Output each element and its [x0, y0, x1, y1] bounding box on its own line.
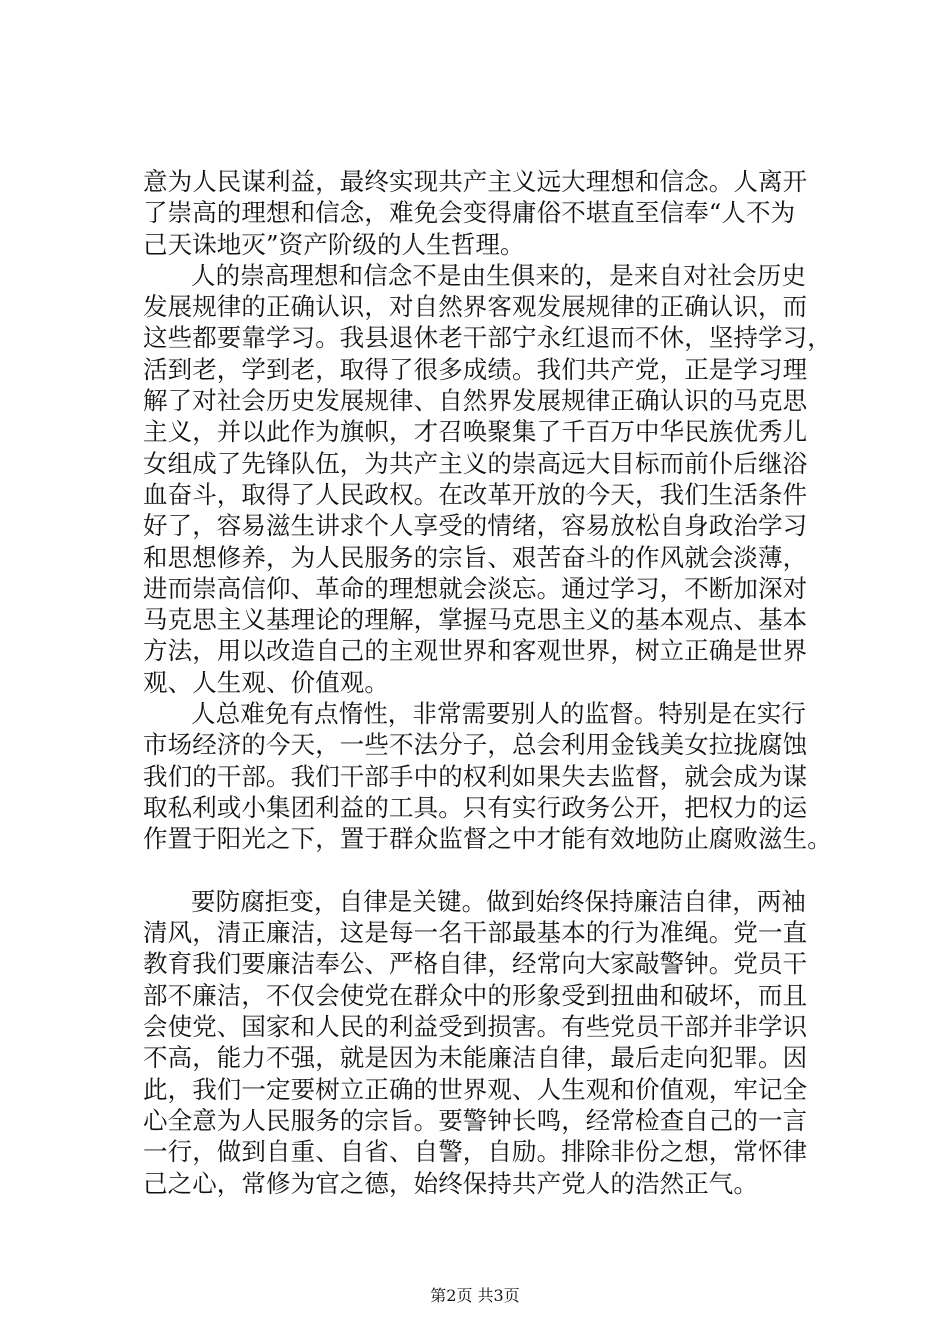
text-line: 血奋斗，取得了人民政权。在改革开放的今天，我们生活条件	[143, 479, 808, 509]
text-line: 己之心，常修为官之德，始终保持共产党人的浩然正气。	[143, 1168, 758, 1198]
text-line: 一行，做到自重、自省、自警，自励。排除非份之想，常怀律	[143, 1137, 808, 1167]
document-body	[143, 166, 863, 1199]
text-line: 好了，容易滋生讲求个人享受的情绪，容易放松自身政治学习	[143, 511, 808, 541]
paragraph-start-line: 要防腐拒变，自律是关键。做到始终保持廉洁自律，两袖	[191, 886, 806, 916]
text-line: 市场经济的今天，一些不法分子，总会利用金钱美女拉拢腐蚀	[143, 730, 808, 760]
text-line: 取私利或小集团利益的工具。只有实行政务公开，把权力的运	[143, 792, 808, 822]
text-line: 己天诛地灭”资产阶级的人生哲理。	[143, 229, 525, 259]
text-line: 作置于阳光之下，置于群众监督之中才能有效地防止腐败滋生。	[143, 824, 832, 854]
text-line: 此，我们一定要树立正确的世界观、人生观和价值观，牢记全	[143, 1074, 808, 1104]
text-line: 主义，并以此作为旗帜，才召唤聚集了千百万中华民族优秀儿	[143, 417, 808, 447]
text-line: 进而崇高信仰、革命的理想就会淡忘。通过学习，不断加深对	[143, 573, 808, 603]
text-line: 解了对社会历史发展规律、自然界发展规律正确认识的马克思	[143, 386, 808, 416]
text-line: 意为人民谋利益，最终实现共产主义远大理想和信念。人离开	[143, 167, 808, 196]
text-line: 马克思主义基理论的理解，掌握马克思主义的基本观点、基本	[143, 605, 808, 635]
text-line: 发展规律的正确认识，对自然界客观发展规律的正确认识，而	[143, 292, 808, 322]
text-line: 方法，用以改造自己的主观世界和客观世界，树立正确是世界	[143, 636, 808, 666]
text-line: 女组成了先锋队伍，为共产主义的崇高远大目标而前仆后继浴	[143, 448, 808, 478]
text-line: 活到老，学到老，取得了很多成绩。我们共产党，正是学习理	[143, 354, 808, 384]
text-line: 会使党、国家和人民的利益受到损害。有些党员干部并非学识	[143, 1012, 808, 1042]
paragraph-start-line: 人总难免有点惰性，非常需要别人的监督。特别是在实行	[191, 699, 806, 729]
text-line: 不高，能力不强，就是因为未能廉洁自律，最后走向犯罪。因	[143, 1043, 808, 1073]
text-line: 和思想修养，为人民服务的宗旨、艰苦奋斗的作风就会淡薄，	[143, 542, 808, 572]
text-line: 了崇高的理想和信念，难免会变得庸俗不堪直至信奉“人不为	[143, 198, 796, 228]
text-line: 我们的干部。我们干部手中的权利如果失去监督，就会成为谋	[143, 761, 808, 791]
text-line: 观、人生观、价值观。	[143, 667, 389, 697]
text-line: 心全意为人民服务的宗旨。要警钟长鸣，经常检查自己的一言	[143, 1105, 808, 1135]
text-line: 部不廉洁，不仅会使党在群众中的形象受到扭曲和破坏，而且	[143, 980, 808, 1010]
blank-line	[143, 855, 863, 886]
text-line: 这些都要靠学习。我县退休老干部宁永红退而不休，坚持学习，	[143, 323, 832, 353]
page-number-footer: 第2页 共3页	[430, 1286, 520, 1305]
text-line: 教育我们要廉洁奉公、严格自律，经常向大家敲警钟。党员干	[143, 949, 808, 979]
text-line: 清风，清正廉洁，这是每一名干部最基本的行为准绳。党一直	[143, 918, 808, 948]
paragraph-start-line: 人的崇高理想和信念不是由生俱来的，是来自对社会历史	[191, 260, 806, 290]
